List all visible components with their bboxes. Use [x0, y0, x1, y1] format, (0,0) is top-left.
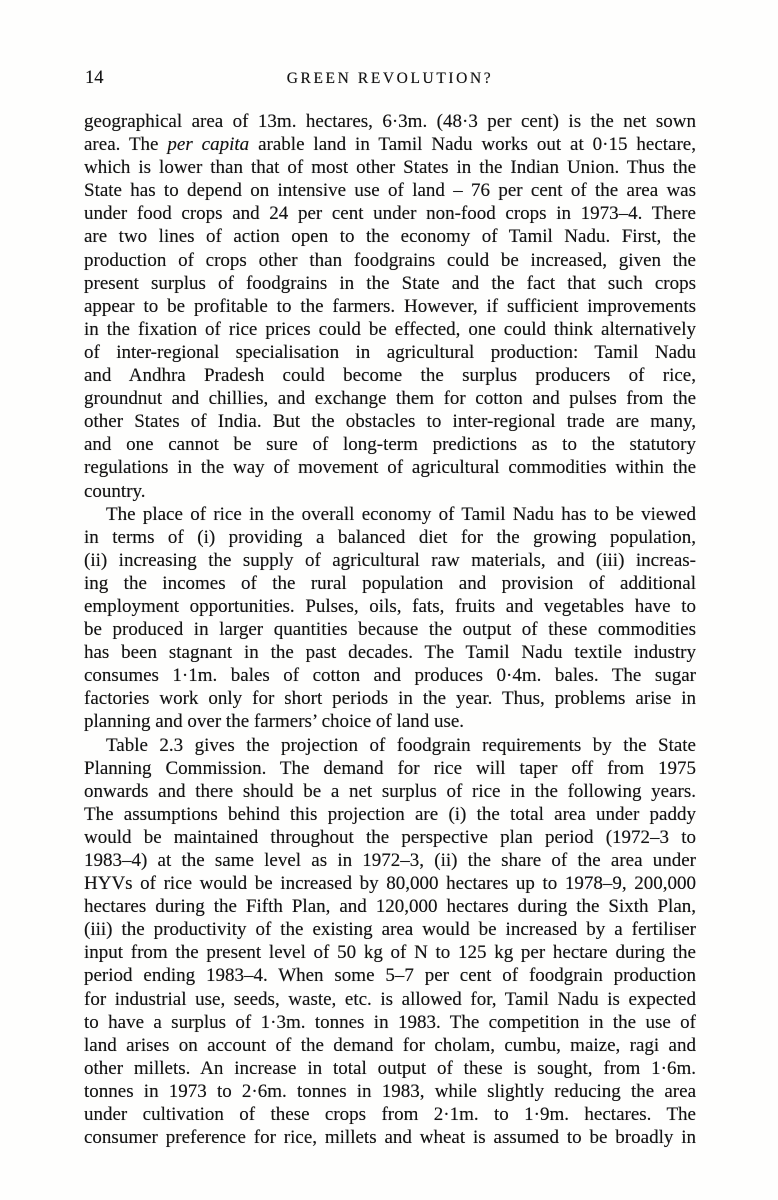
text-line: be produced in larger quantities because the output of these commodities — [84, 619, 696, 641]
text-line: input from the present level of 50 kg of N to 125 kg per hectare during the — [84, 942, 696, 964]
body-text — [84, 110, 696, 1149]
text-line: 1983–4) at the same level as in 1972–3, (ii) the share of the area under — [84, 850, 696, 871]
text-line: would be maintained throughout the perspective plan period (1972–3 to — [84, 826, 696, 848]
text-line: geographical area of 13m. hectares, 6·3m. (48·3 per cent) is the net sown — [84, 111, 696, 132]
text-line: hectares during the Fifth Plan, and 120,000 hectares during the Sixth Plan, — [84, 896, 696, 918]
text-line: (ii) increasing the supply of agricultural raw materials, and (iii) increas- — [84, 549, 696, 571]
text-line: appear to be profitable to the farmers. However, if sufficient improvements — [84, 295, 696, 317]
text-line: other millets. An increase in total output of these is sought, from 1·6m. — [84, 1057, 696, 1079]
text-line: country. — [84, 480, 146, 502]
text-line: State has to depend on intensive use of land – 76 per cent of the area was — [84, 180, 696, 202]
text-line: area. The per capita arable land in Tamil Nadu works out at 0·15 hectare, — [84, 134, 696, 156]
page-header — [84, 70, 696, 88]
text-line: production of crops other than foodgrains could be increased, given the — [84, 249, 696, 271]
text-line: has been stagnant in the past decades. The Tamil Nadu textile industry — [84, 642, 696, 664]
text-line: are two lines of action open to the economy of Tamil Nadu. First, the — [84, 226, 696, 248]
text-line: ing the incomes of the rural population and provision of additional — [84, 572, 696, 594]
text-line: land arises on account of the demand for cholam, cumbu, maize, ragi and — [84, 1034, 696, 1056]
text-line: onwards and there should be a net surplus of rice in the following years. — [84, 780, 696, 802]
running-head: GREEN REVOLUTION? — [286, 70, 494, 87]
text-line: under cultivation of these crops from 2·1m. to 1·9m. hectares. The — [84, 1104, 696, 1126]
text-line: which is lower than that of most other States in the Indian Union. Thus the — [84, 157, 696, 179]
text-line: for industrial use, seeds, waste, etc. is allowed for, Tamil Nadu is expected — [84, 988, 696, 1010]
text-line: tonnes in 1973 to 2·6m. tonnes in 1983, while slightly reducing the area — [84, 1080, 696, 1102]
text-line: consumer preference for rice, millets and wheat is assumed to be broadly in — [84, 1127, 696, 1149]
text-line: planning and over the farmers’ choice of land use. — [84, 711, 465, 733]
text-line: The assumptions behind this projection are (i) the total area under paddy — [84, 803, 696, 825]
text-line: to have a surplus of 1·3m. tonnes in 1983. The competition in the use of — [84, 1011, 696, 1033]
text-line: and one cannot be sure of long-term predictions as to the statutory — [84, 434, 696, 456]
text-line: under food crops and 24 per cent under non-food crops in 1973–4. There — [84, 203, 696, 225]
text-line: HYVs of rice would be increased by 80,000 hectares up to 1978–9, 200,000 — [84, 873, 696, 895]
text-line: and Andhra Pradesh could become the surplus producers of rice, — [84, 365, 696, 387]
text-line: in terms of (i) providing a balanced diet for the growing population, — [84, 526, 696, 548]
text-line: other States of India. But the obstacles to inter-regional trade are many, — [84, 411, 696, 433]
text-line: regulations in the way of movement of agricultural commodities within the — [84, 457, 696, 479]
text-line: The place of rice in the overall economy of Tamil Nadu has to be viewed — [106, 503, 696, 525]
text-line: Planning Commission. The demand for rice will taper off from 1975 — [84, 757, 696, 779]
page-number: 14 — [85, 68, 104, 88]
text-line: in the fixation of rice prices could be effected, one could think alternatively — [84, 318, 696, 340]
text-line: present surplus of foodgrains in the State and the fact that such crops — [84, 272, 696, 294]
text-line: Table 2.3 gives the projection of foodgrain requirements by the State — [106, 734, 696, 756]
text-line: employment opportunities. Pulses, oils, fats, fruits and vegetables have to — [84, 595, 696, 617]
text-line: (iii) the productivity of the existing area would be increased by a fertiliser — [84, 919, 696, 941]
text-line: groundnut and chillies, and exchange them for cotton and pulses from the — [84, 388, 696, 410]
text-line: factories work only for short periods in the year. Thus, problems arise in — [84, 688, 696, 710]
text-line: consumes 1·1m. bales of cotton and produces 0·4m. bales. The sugar — [84, 665, 696, 687]
text-line: of inter-regional specialisation in agricultural production: Tamil Nadu — [84, 341, 696, 363]
text-line: period ending 1983–4. When some 5–7 per cent of foodgrain production — [84, 965, 696, 987]
